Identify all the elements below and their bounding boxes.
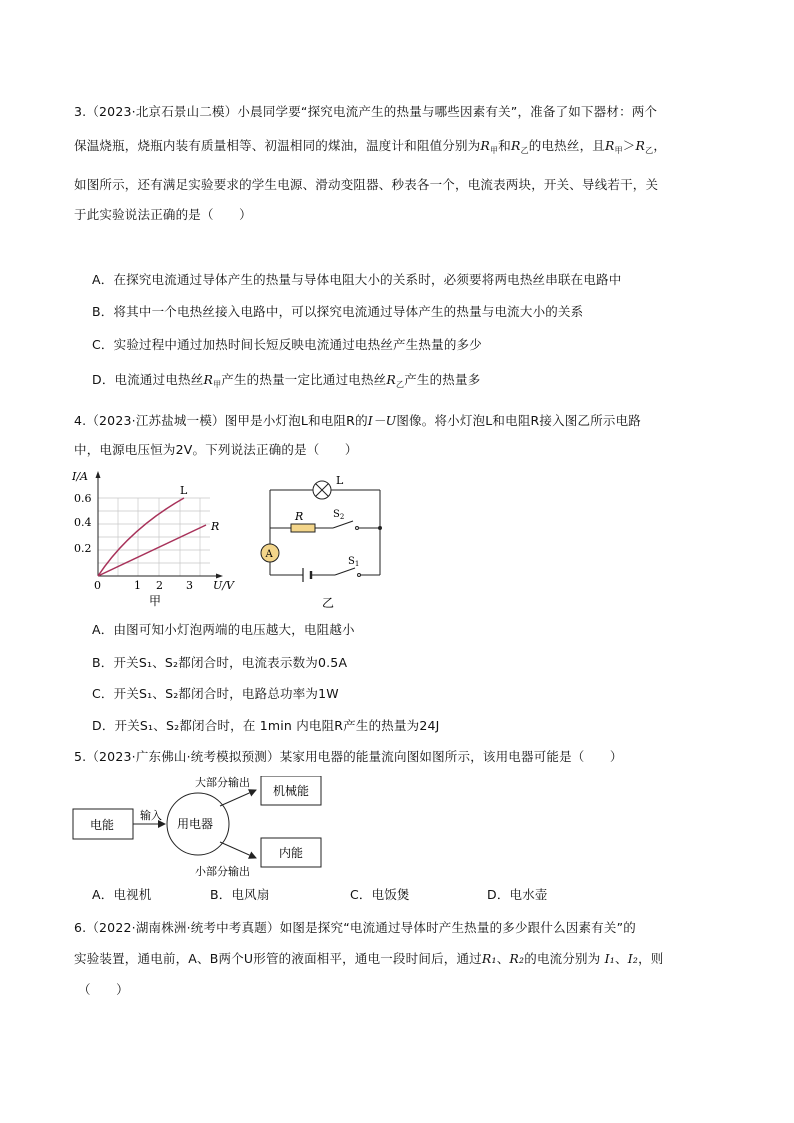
battery-symbol [303, 568, 311, 582]
q3-number: 3. [74, 104, 87, 119]
y-axis-arrow [96, 471, 101, 478]
curve-l-label: L [180, 484, 188, 497]
q6-line-2: 实验装置，通电前，A、B两个U形管的液面相平，通电一段时间后，通过R₁、R₂的电流分别为 I₁、I₂，则 [74, 951, 664, 966]
line-r-label: R [211, 520, 220, 533]
graph-caption: 甲 [149, 594, 162, 608]
line-r [98, 525, 206, 576]
y-tick-04: 0.4 [74, 516, 92, 529]
bottom-output-arrow [220, 842, 256, 858]
q6-line-1: 6.（2022·湖南株洲·统考中考真题）如图是探究“电流通过导体时产生热量的多少跟什么因素有关”的 [74, 920, 636, 935]
energy-input-label: 电能 [90, 818, 115, 832]
q4-option-b[interactable]: B．开关S₁、S₂都闭合时，电流表示数为0.5A [92, 655, 348, 670]
q3-line-1 [74, 104, 657, 120]
iu-graph [70, 468, 245, 610]
circuit-diagram [255, 470, 390, 612]
q3-line-4: 于此实验说法正确的是（ ） [74, 207, 252, 222]
y-tick-02: 0.2 [74, 542, 92, 555]
q6-line-3: （ ） [78, 982, 129, 997]
lamp-symbol [313, 481, 331, 499]
q3-option-b[interactable]: B．将其中一个电热丝接入电路中，可以探究电流通过导体产生的热量与电流大小的关系 [92, 304, 584, 319]
ammeter-label: A [265, 549, 273, 560]
q5-source: （2023·广东佛山·统考模拟预测） [86, 749, 280, 764]
x-tick-0: 0 [94, 579, 101, 592]
junction-dot [378, 526, 382, 530]
circuit-caption: 乙 [322, 596, 335, 610]
q4-number: 4. [74, 413, 87, 428]
internal-energy-label: 内能 [279, 846, 304, 860]
graph-grid [98, 480, 210, 576]
y-axis-label: I/A [72, 470, 88, 483]
bottom-output-label: 小部分输出 [195, 865, 250, 878]
q6-source: （2022·湖南株洲·统考中考真题） [86, 920, 280, 935]
q4-option-d[interactable]: D．开关S₁、S₂都闭合时，在 1min 内电阻R产生的热量为24J [92, 718, 440, 733]
q4-line-1: 4.（2023·江苏盐城一模）图甲是小灯泡L和电阻R的I－U图像。将小灯泡L和电阻R接入图乙所示电路 [74, 413, 642, 428]
q3-option-a[interactable]: A．在探究电流通过导体产生的热量与导体电阻大小的关系时，必须要将两电热丝串联在电路中 [92, 272, 622, 287]
energy-flow-diagram [70, 776, 340, 880]
top-output-label: 大部分输出 [195, 776, 250, 789]
q5-option-d[interactable]: D．电水壶 [487, 887, 548, 902]
mechanical-energy-label: 机械能 [273, 784, 310, 798]
q3-line-2: 保温烧瓶，烧瓶内装有质量相等、初温相同的煤油，温度计和阻值分别为$R_甲$和$R_乙$的电热丝，且$R_甲>R_乙$， [74, 138, 667, 155]
top-output-arrow [220, 790, 256, 806]
q3-option-c[interactable]: C．实验过程中通过加热时间长短反映电流通过电热丝产生热量的多少 [92, 337, 482, 352]
lamp-label: L [336, 474, 344, 487]
q5-option-b[interactable]: B．电风扇 [210, 887, 270, 902]
q3-line-3: 如图所示，还有满足实验要求的学生电源、滑动变阻器、秒表各一个，电流表两块，开关、导线若干，关 [74, 177, 659, 192]
q5-option-c[interactable]: C．电饭煲 [350, 887, 410, 902]
q3-source: （2023·北京石景山二模） [86, 104, 238, 119]
x-axis-arrow [216, 574, 223, 579]
switch2-label: $S_2$ [333, 509, 345, 521]
switch1-contact [358, 574, 361, 577]
x-tick-2: 2 [156, 579, 163, 592]
switch1-label: $S_1$ [348, 556, 360, 568]
x-tick-1: 1 [134, 579, 141, 592]
x-tick-3: 3 [186, 579, 193, 592]
q4-option-a[interactable]: A．由图可知小灯泡两端的电压越大，电阻越小 [92, 622, 355, 637]
y-tick-06: 0.6 [74, 492, 92, 505]
q5-option-a[interactable]: A．电视机 [92, 887, 152, 902]
resistor-label: R [295, 510, 304, 523]
q5-line-1: 5.（2023·广东佛山·统考模拟预测）某家用电器的能量流向图如图所示，该用电器可能是（ ） [74, 749, 623, 764]
q6-number: 6. [74, 920, 87, 935]
q3-option-d[interactable]: D．电流通过电热丝$R_甲$产生的热量一定比通过电热丝$R_乙$产生的热量多 [92, 372, 481, 389]
q3-stem-1: 小晨同学要“探究电流产生的热量与哪些因素有关”，准备了如下器材：两个 [237, 104, 658, 119]
q5-number: 5. [74, 749, 87, 764]
q4-line-2: 中，电源电压恒为2V。下列说法正确的是（ ） [74, 442, 358, 457]
device-label: 用电器 [177, 817, 214, 831]
input-arrow-label: 输入 [140, 809, 162, 822]
x-axis-label: U/V [213, 579, 234, 592]
resistor-symbol [291, 524, 315, 532]
switch2-contact [356, 527, 359, 530]
q4-option-c[interactable]: C．开关S₁、S₂都闭合时，电路总功率为1W [92, 686, 339, 701]
q4-source: （2023·江苏盐城一模） [86, 413, 225, 428]
